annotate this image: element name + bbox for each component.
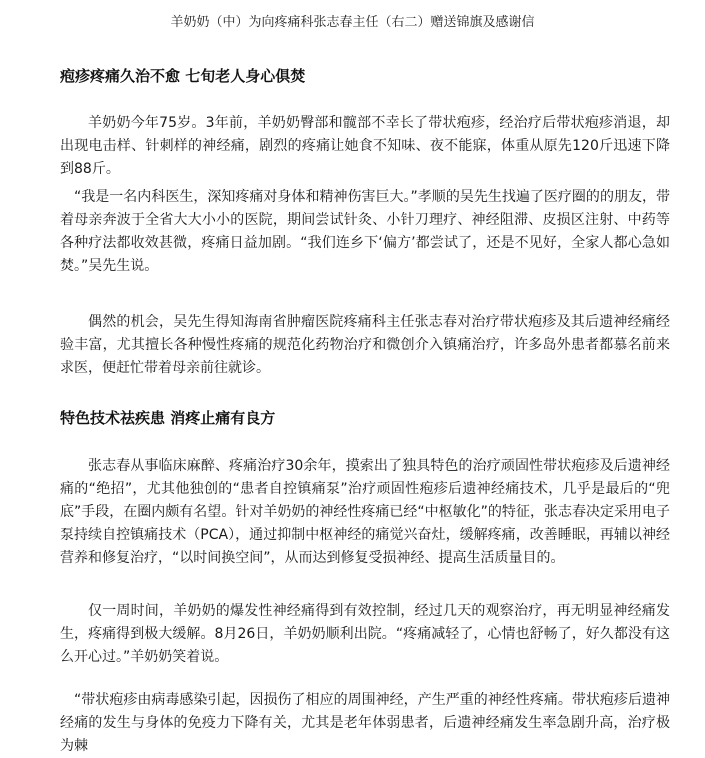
paragraph-4: 张志春从事临床麻醉、疼痛治疗30余年，摸索出了独具特色的治疗顽固性带状疱疹及后遗神经痛的“绝招”，尤其他独创的“患者自控镇痛泵”治疗顽固性疱疹后遗神经痛技术，几乎是最后的“兜底”手段，在圈内颇有名望。针对羊奶奶的神经性疼痛已经“中枢敏化”的特征，张志春决定采用电子泵持续自控镇痛技术（PCA），通过抑制中枢神经的痛觉兴奋灶，缓解疼痛，改善睡眠，再辅以神经营养和修复治疗，“以时间换空间”，从而达到修复受损神经、提高生活质量目的。 (60, 458, 670, 566)
photo-caption: 羊奶奶（中）为向疼痛科张志春主任（右二）赠送锦旗及感谢信 (170, 15, 535, 30)
paragraph-2: “我是一名内科医生，深知疼痛对身体和精神伤害巨大。”孝顺的吴先生找遍了医疗圈的的朋友，带着母亲奔波于全省大大小小的医院，期间尝试针灸、小针刀理疗、神经阻滞、皮损区注射、中药等各种疗法都收效甚微，疼痛日益加剧。“我们连乡下‘偏方’都尝试了，还是不见好，全家人都心急如焚。”吴先生说。 (60, 189, 670, 274)
paragraph-3: 偶然的机会，吴先生得知海南省肿瘤医院疼痛科主任张志春对治疗带状疱疹及其后遗神经痛经验丰富，尤其擅长各种慢性疼痛的规范化药物治疗和微创介入镇痛治疗，许多岛外患者都慕名前来求医，便赶忙带着母亲前往就诊。 (60, 314, 670, 376)
section-heading-1: 疱疹疼痛久治不愈 七旬老人身心俱焚 (60, 67, 306, 85)
section-heading-2: 特色技术祛疾患 消疼止痛有良方 (60, 409, 276, 427)
paragraph-1: 羊奶奶今年75岁。3年前，羊奶奶臀部和髋部不幸长了带状疱疹，经治疗后带状疱疹消退，却出现电击样、针刺样的神经痛，剧烈的疼痛让她食不知味、夜不能寐，体重从原先120斤迅速下降到88斤。 (60, 115, 670, 177)
paragraph-5: 仅一周时间，羊奶奶的爆发性神经痛得到有效控制，经过几天的观察治疗，再无明显神经痛发生，疼痛得到极大缓解。8月26日，羊奶奶顺利出院。“疼痛减轻了，心情也舒畅了，好久都没有这么开心过。”羊奶奶笑着说。 (60, 603, 670, 665)
paragraph-6: “带状疱疹由病毒感染引起，因损伤了相应的周围神经，产生严重的神经性疼痛。带状疱疹后遗神经痛的发生与身体的免疫力下降有关，尤其是老年体弱患者，后遗神经痛发生率急剧升高，治疗极为棘 (60, 692, 670, 754)
